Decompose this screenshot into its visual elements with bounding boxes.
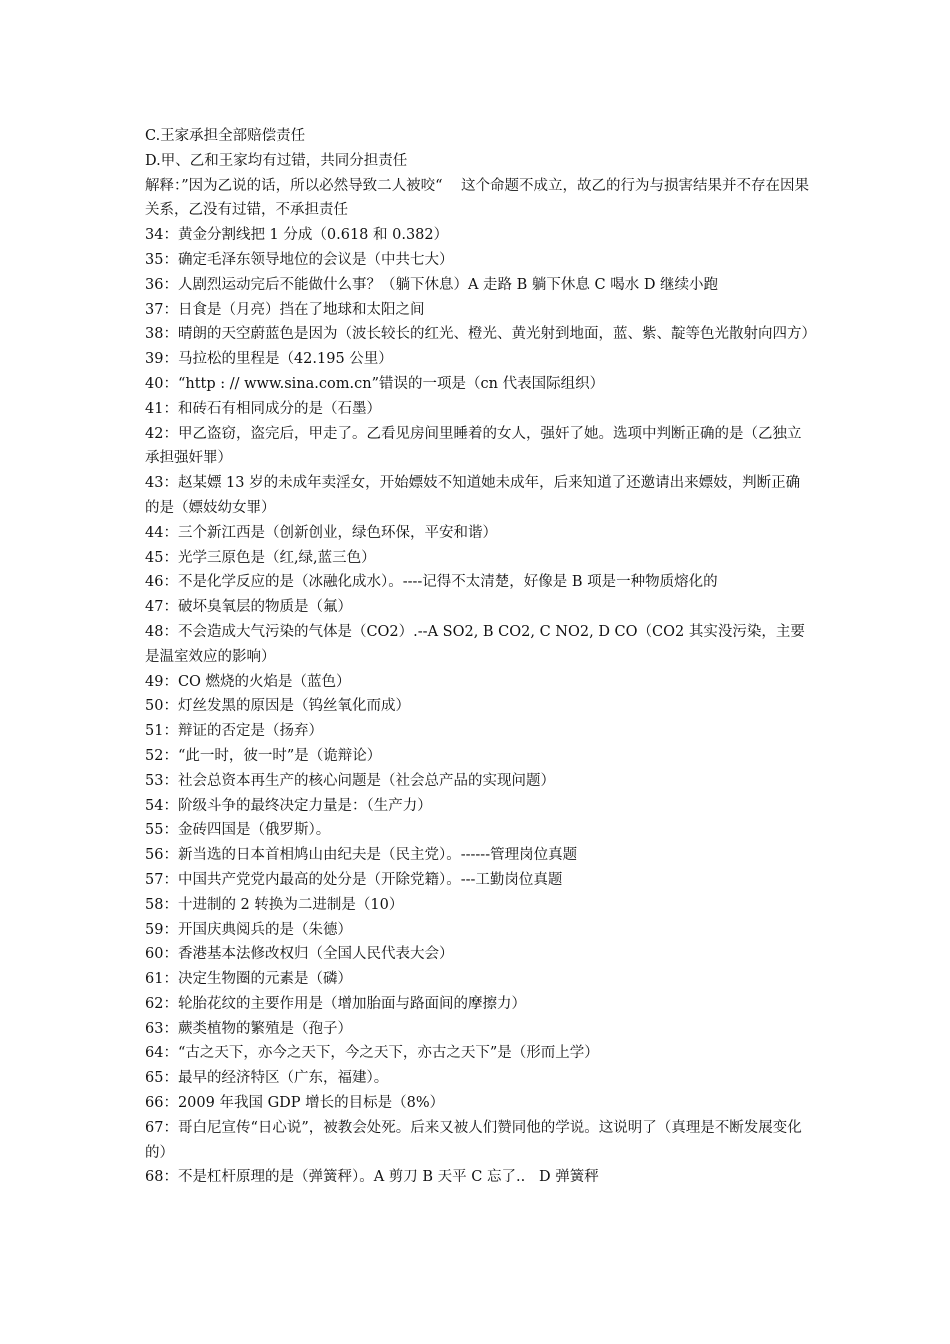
text-line: 43：赵某嫖 13 岁的未成年卖淫女，开始嫖妓不知道她未成年，后来知道了还邀请出来嫖妓，判断正确的是（嫖妓幼女罪） <box>145 475 801 516</box>
text-line: 48：不会造成大气污染的气体是（CO2）.--A SO2, B CO2, C NO2, D CO（CO2 其实没污染，主要是温室效应的影响） <box>145 623 805 665</box>
text-line: 42：甲乙盗窃，盗完后，甲走了。乙看见房间里睡着的女人，强奸了她。选项中判断正确的是（乙独立承担强奸罪） <box>145 425 802 467</box>
text-line: 解释：”因为乙说的话，所以必然导致二人被咬“ 这个命题不成立，故乙的行为与损害结果并不存在因果关系，乙没有过错，不承担责任 <box>145 177 810 219</box>
text-line: 34：黄金分割线把 1 分成（0.618 和 0.382） <box>145 227 449 244</box>
text-line: 47：破坏臭氧层的物质是（氟） <box>145 599 352 616</box>
text-line: 45：光学三原色是（红,绿,蓝三色） <box>145 549 376 566</box>
text-line: D.甲、乙和王家均有过错，共同分担责任 <box>145 152 408 169</box>
text-line: C.王家承担全部赔偿责任 <box>145 128 306 144</box>
text-line: 57：中国共产党党内最高的处分是（开除党籍）。---工勤岗位真题 <box>145 871 563 888</box>
text-line: 66：2009 年我国 GDP 增长的目标是（8%） <box>145 1095 445 1112</box>
text-line: 53：社会总资本再生产的核心问题是（社会总产品的实现问题） <box>145 772 555 789</box>
text-line: 62：轮胎花纹的主要作用是（增加胎面与路面间的摩擦力） <box>145 995 526 1012</box>
text-line: 56：新当选的日本首相鸠山由纪夫是（民主党）。------管理岗位真题 <box>145 847 578 864</box>
text-line: 52：“此一时，彼一时”是（诡辩论） <box>145 747 382 764</box>
text-line: 41：和砖石有相同成分的是（石墨） <box>145 400 381 417</box>
text-line: 39：马拉松的里程是（42.195 公里） <box>145 351 393 368</box>
text-line: 65：最早的经济特区（广东，福建）。 <box>145 1070 389 1087</box>
text-line: 63：蕨类植物的繁殖是（孢子） <box>145 1020 352 1037</box>
text-line: 60：香港基本法修改权归（全国人民代表大会） <box>145 946 454 963</box>
text-line: 44：三个新江西是（创新创业，绿色环保，平安和谐） <box>145 524 497 541</box>
text-line: 36：人剧烈运动完后不能做什么事？（躺下休息）A 走路 B 躺下休息 C 喝水 D 继续小跑 <box>145 276 719 293</box>
text-line: 59：开国庆典阅兵的是（朱德） <box>145 921 352 938</box>
document-body <box>145 124 816 1190</box>
text-line: 61：决定生物圈的元素是（磷） <box>145 971 352 988</box>
text-line: 46：不是化学反应的是（冰融化成水）。----记得不太清楚，好像是 B 项是一种物质熔化的 <box>145 574 718 591</box>
text-line: 68：不是杠杆原理的是（弹簧秤）。A 剪刀 B 天平 C 忘了.. D 弹簧秤 <box>145 1169 599 1186</box>
text-line: 49：CO 燃烧的火焰是（蓝色） <box>145 673 351 690</box>
text-line: 40：“http : // www.sina.com.cn”错误的一项是（cn 代表国际组织） <box>145 375 605 392</box>
text-line: 38：晴朗的天空蔚蓝色是因为（波长较长的红光、橙光、黄光射到地面，蓝、紫、靛等色光散射向四方） <box>145 326 816 343</box>
text-line: 54：阶级斗争的最终决定力量是：（生产力） <box>145 797 432 814</box>
text-line: 37：日食是（月亮）挡在了地球和太阳之间 <box>145 301 425 318</box>
text-line: 35：确定毛泽东领导地位的会议是（中共七大） <box>145 251 454 268</box>
text-line: 51：辩证的否定是（扬弃） <box>145 723 323 740</box>
text-line: 58：十进制的 2 转换为二进制是（10） <box>145 896 404 913</box>
text-line: 67：哥白尼宣传“日心说”，被教会处死。后来又被人们赞同他的学说。这说明了（真理是不断发展变化的） <box>145 1119 802 1161</box>
text-line: 50：灯丝发黑的原因是（钨丝氧化而成） <box>145 698 410 715</box>
text-line: 64：“古之天下，亦今之天下，今之天下，亦古之天下”是（形而上学） <box>145 1045 599 1062</box>
text-line: 55：金砖四国是（俄罗斯）。 <box>145 822 331 839</box>
